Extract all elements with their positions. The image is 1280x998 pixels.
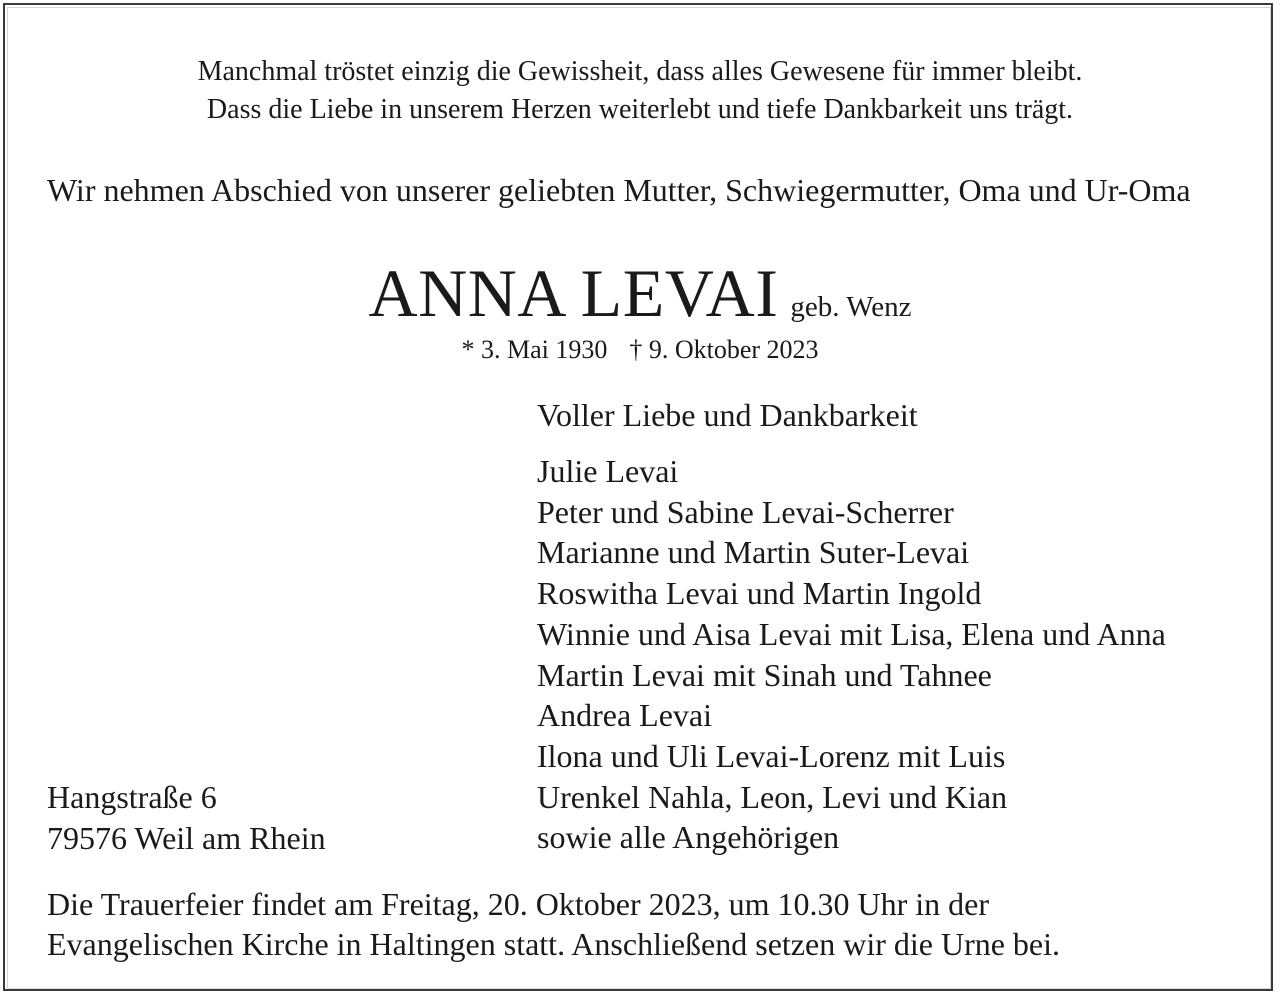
mourner-entry: Marianne und Martin Suter-Levai bbox=[537, 534, 970, 571]
service-line: Die Trauerfeier findet am Freitag, 20. Oktober 2023, um 10.30 Uhr in der bbox=[47, 886, 990, 922]
motto bbox=[0, 53, 1280, 129]
maiden-name: geb. Wenz bbox=[790, 291, 912, 323]
closing-phrase: Voller Liebe und Dankbarkeit bbox=[537, 397, 918, 433]
mourners-list bbox=[537, 451, 1166, 858]
mourner-entry: Ilona und Uli Levai-Lorenz mit Luis bbox=[537, 737, 1006, 774]
mourner-entry: Julie Levai bbox=[537, 453, 679, 489]
deceased-name: ANNA LEVAI bbox=[368, 255, 779, 331]
life-dates bbox=[0, 333, 1280, 367]
motto-line: Manchmal tröstet einzig die Gewissheit, dass alles Gewesene für immer bleibt. bbox=[197, 56, 1083, 87]
mourner-entry: sowie alle Angehörigen bbox=[537, 819, 840, 856]
farewell-intro: Wir nehmen Abschied von unserer geliebten Mutter, Schwiegermutter, Oma und Ur-Oma bbox=[47, 172, 1191, 208]
family-address bbox=[47, 777, 326, 858]
deceased-name-block bbox=[0, 253, 1280, 333]
address-street: Hangstraße 6 bbox=[47, 779, 217, 815]
mourner-entry: Martin Levai mit Sinah und Tahnee bbox=[537, 656, 992, 693]
address-city: 79576 Weil am Rhein bbox=[47, 819, 326, 856]
mourner-entry: Andrea Levai bbox=[537, 697, 713, 734]
motto-line: Dass die Liebe in unserem Herzen weiterlebt und tiefe Dankbarkeit uns trägt. bbox=[206, 94, 1074, 125]
mourner-entry: Urenkel Nahla, Leon, Levi und Kian bbox=[537, 778, 1008, 815]
mourner-entry: Roswitha Levai und Martin Ingold bbox=[537, 575, 982, 612]
funeral-service-info bbox=[47, 884, 1060, 964]
death-date: † 9. Oktober 2023 bbox=[629, 335, 819, 364]
service-line: Evangelischen Kirche in Haltingen statt. Anschließend setzen wir die Urne bei. bbox=[47, 926, 1061, 962]
mourner-entry: Winnie und Aisa Levai mit Lisa, Elena und Anna bbox=[537, 615, 1166, 652]
mourner-entry: Peter und Sabine Levai-Scherrer bbox=[537, 493, 954, 530]
birth-date: * 3. Mai 1930 bbox=[461, 335, 608, 364]
